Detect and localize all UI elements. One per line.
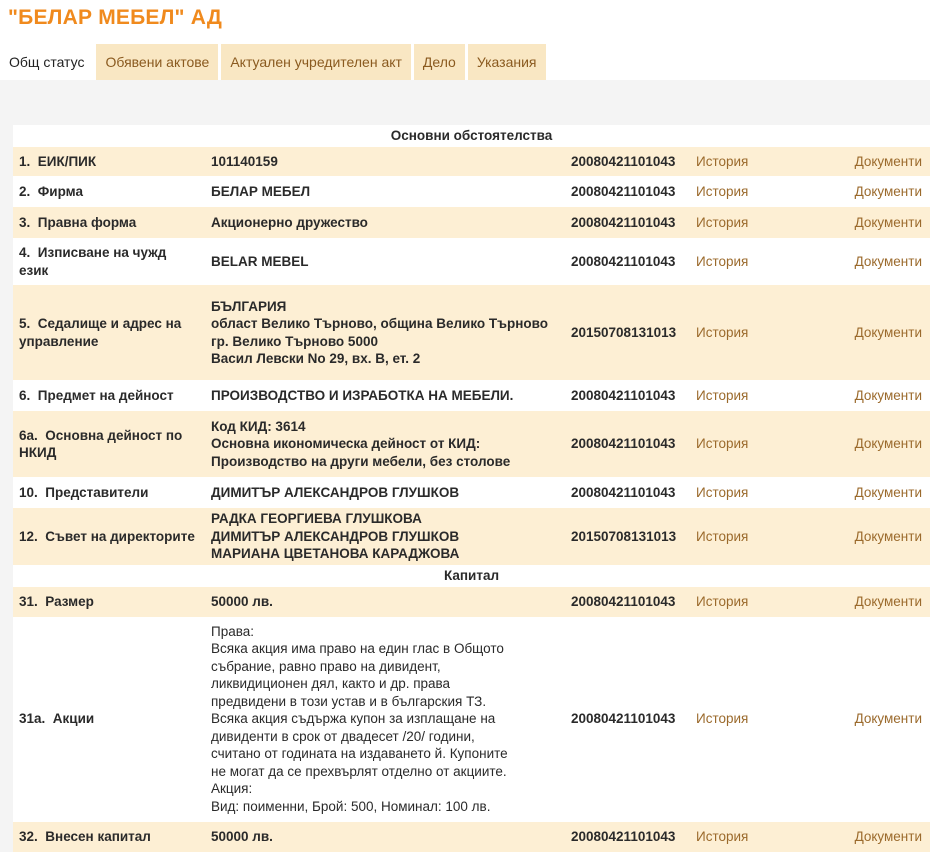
documents-cell bbox=[800, 238, 930, 285]
section-header-main bbox=[13, 125, 930, 147]
entry-timestamp: 20080421101043 bbox=[565, 147, 690, 176]
value-line: Код КИД: 3614 bbox=[211, 418, 306, 434]
value-line: БЪЛГАРИЯ bbox=[211, 298, 287, 314]
row-label bbox=[13, 238, 205, 285]
table-row bbox=[13, 508, 930, 565]
history-cell bbox=[690, 477, 800, 508]
value-line: БЕЛАР МЕБЕЛ bbox=[211, 183, 311, 199]
value-line: Всяка акция съдържа купон за изплащане на bbox=[211, 711, 496, 727]
value-line: МАРИАНА ЦВЕТАНОВА КАРАДЖОВА bbox=[211, 546, 460, 561]
entry-timestamp: 20150708131013 bbox=[565, 285, 690, 380]
row-label bbox=[13, 207, 205, 238]
row-label bbox=[13, 147, 205, 176]
history-cell bbox=[690, 380, 800, 411]
row-number: 1. bbox=[19, 153, 31, 169]
documents-link[interactable]: Документи bbox=[854, 387, 922, 403]
documents-cell bbox=[800, 411, 930, 477]
documents-cell bbox=[800, 207, 930, 238]
value-line: дивиденти в срок от двадесет /20/ години, bbox=[211, 728, 475, 744]
row-label-text: Внесен капитал bbox=[45, 828, 151, 844]
company-title: "БЕЛАР МЕБЕЛ" АД bbox=[8, 6, 223, 29]
row-value bbox=[205, 411, 565, 477]
table-row bbox=[13, 207, 930, 238]
row-label bbox=[13, 176, 205, 207]
row-value bbox=[205, 822, 565, 852]
documents-link[interactable]: Документи bbox=[854, 484, 922, 500]
row-label bbox=[13, 617, 205, 822]
history-link[interactable]: История bbox=[696, 153, 749, 169]
value-line: считано от годината на издаването й. Купоните bbox=[211, 746, 508, 762]
row-label bbox=[13, 411, 205, 477]
history-link[interactable]: История bbox=[696, 593, 749, 609]
documents-link[interactable]: Документи bbox=[854, 436, 922, 452]
history-link[interactable]: История bbox=[696, 387, 749, 403]
history-cell bbox=[690, 285, 800, 380]
table-row bbox=[13, 147, 930, 176]
row-value bbox=[205, 617, 565, 822]
row-label-text: Предмет на дейност bbox=[37, 387, 174, 403]
documents-link[interactable]: Документи bbox=[854, 324, 922, 340]
documents-link[interactable]: Документи bbox=[854, 828, 922, 844]
entry-timestamp: 20080421101043 bbox=[565, 617, 690, 822]
row-label-text: Съвет на директорите bbox=[45, 528, 195, 544]
value-line: ДИМИТЪР АЛЕКСАНДРОВ ГЛУШКОВ bbox=[211, 484, 460, 500]
table-row bbox=[13, 411, 930, 477]
row-label bbox=[13, 285, 205, 380]
table-row bbox=[13, 617, 930, 822]
documents-cell bbox=[800, 380, 930, 411]
value-line: 50000 лв. bbox=[211, 828, 273, 844]
documents-cell bbox=[800, 508, 930, 565]
row-label bbox=[13, 508, 205, 565]
row-label-text: Размер bbox=[45, 593, 94, 609]
documents-cell bbox=[800, 477, 930, 508]
entry-timestamp: 20080421101043 bbox=[565, 822, 690, 852]
documents-cell bbox=[800, 587, 930, 617]
row-value bbox=[205, 285, 565, 380]
entry-timestamp: 20080421101043 bbox=[565, 411, 690, 477]
row-label-text: ЕИК/ПИК bbox=[37, 153, 97, 169]
documents-link[interactable]: Документи bbox=[854, 183, 922, 199]
entry-timestamp: 20080421101043 bbox=[565, 380, 690, 411]
row-value bbox=[205, 147, 565, 176]
row-label bbox=[13, 822, 205, 852]
row-value bbox=[205, 176, 565, 207]
row-label-text: Правна форма bbox=[37, 214, 137, 230]
row-number: 31а. bbox=[19, 711, 46, 727]
entry-timestamp: 20080421101043 bbox=[565, 587, 690, 617]
table-row bbox=[13, 380, 930, 411]
history-link[interactable]: История bbox=[696, 183, 749, 199]
value-line: Акция: bbox=[211, 781, 253, 797]
row-number: 3. bbox=[19, 214, 31, 230]
tab-announced-acts[interactable]: Обявени актове bbox=[96, 44, 218, 80]
value-line: ДИМИТЪР АЛЕКСАНДРОВ ГЛУШКОВ bbox=[211, 528, 460, 544]
content-panel bbox=[0, 80, 930, 852]
documents-cell bbox=[800, 822, 930, 852]
value-line: 50000 лв. bbox=[211, 593, 273, 609]
value-line: не могат да се прехвърлят отделно от акциите. bbox=[211, 763, 507, 779]
value-line: Вид: поименни, Брой: 500, Номинал: 100 лв. bbox=[211, 798, 491, 814]
entry-timestamp: 20080421101043 bbox=[565, 207, 690, 238]
value-line: Производство на други мебели, без столове bbox=[211, 453, 511, 469]
value-line: ПРОИЗВОДСТВО И ИЗРАБОТКА НА МЕБЕЛИ. bbox=[211, 387, 514, 403]
row-number: 6. bbox=[19, 387, 31, 403]
entry-timestamp: 20150708131013 bbox=[565, 508, 690, 565]
value-line: предвидени в този устав и в българския ТЗ. bbox=[211, 693, 487, 709]
row-value bbox=[205, 587, 565, 617]
history-cell bbox=[690, 617, 800, 822]
value-line: Всяка акция има право на един глас в Общото bbox=[211, 641, 504, 657]
history-cell bbox=[690, 587, 800, 617]
documents-link[interactable]: Документи bbox=[854, 711, 922, 727]
table-row bbox=[13, 285, 930, 380]
row-value bbox=[205, 508, 565, 565]
row-value bbox=[205, 207, 565, 238]
value-line: област Велико Търново, община Велико Търново bbox=[211, 316, 549, 331]
value-line: BELAR MEBEL bbox=[211, 253, 309, 269]
history-link[interactable]: История bbox=[696, 484, 749, 500]
entry-timestamp: 20080421101043 bbox=[565, 238, 690, 285]
history-cell bbox=[690, 238, 800, 285]
row-label-text: Основна дейност по НКИД bbox=[19, 427, 183, 460]
table-row bbox=[13, 238, 930, 285]
row-value bbox=[205, 238, 565, 285]
history-cell bbox=[690, 207, 800, 238]
row-label-text: Изписване на чужд език bbox=[19, 245, 167, 278]
row-label-text: Фирма bbox=[37, 183, 83, 199]
row-label bbox=[13, 587, 205, 617]
row-label-text: Представители bbox=[45, 484, 149, 500]
history-cell bbox=[690, 822, 800, 852]
table-row bbox=[13, 822, 930, 852]
history-link[interactable]: История bbox=[696, 436, 749, 452]
entry-timestamp: 20080421101043 bbox=[565, 176, 690, 207]
tab-general-status[interactable]: Общ статус bbox=[0, 44, 93, 80]
history-cell bbox=[690, 176, 800, 207]
documents-cell bbox=[800, 147, 930, 176]
value-line: Васил Левски No 29, вх. В, ет. 2 bbox=[211, 351, 421, 366]
history-link[interactable]: История bbox=[696, 828, 749, 844]
value-line: Акционерно дружество bbox=[211, 214, 368, 230]
table-row bbox=[13, 176, 930, 207]
row-value bbox=[205, 477, 565, 508]
tab-bar bbox=[0, 44, 549, 80]
value-line: гр. Велико Търново 5000 bbox=[211, 333, 378, 349]
tab-instructions[interactable]: Указания bbox=[468, 44, 546, 80]
documents-cell bbox=[800, 617, 930, 822]
row-number: 6а. bbox=[19, 427, 38, 443]
value-line: Права: bbox=[211, 623, 254, 639]
documents-link[interactable]: Документи bbox=[854, 153, 922, 169]
row-label-text: Акции bbox=[52, 711, 95, 727]
value-line: събрание, равно право на дивидент, bbox=[211, 658, 441, 674]
documents-link[interactable]: Документи bbox=[854, 214, 922, 230]
value-line: РАДКА ГЕОРГИЕВА ГЛУШКОВА bbox=[211, 511, 422, 526]
tab-current-founding-act[interactable]: Актуален учредителен акт bbox=[221, 44, 411, 80]
row-number: 10. bbox=[19, 484, 38, 500]
history-link[interactable]: История bbox=[696, 214, 749, 230]
documents-cell bbox=[800, 285, 930, 380]
documents-cell bbox=[800, 176, 930, 207]
history-link[interactable]: История bbox=[696, 324, 749, 340]
row-label bbox=[13, 380, 205, 411]
row-value bbox=[205, 380, 565, 411]
history-link[interactable]: История bbox=[696, 253, 749, 269]
documents-link[interactable]: Документи bbox=[854, 528, 922, 544]
row-number: 32. bbox=[19, 828, 38, 844]
history-cell bbox=[690, 411, 800, 477]
row-label bbox=[13, 477, 205, 508]
row-label-text: Седалище и адрес на управление bbox=[19, 316, 182, 349]
value-line: 101140159 bbox=[211, 153, 278, 169]
row-number: 31. bbox=[19, 593, 38, 609]
section-header-capital bbox=[13, 565, 930, 587]
section-title: Основни обстоятелства bbox=[13, 125, 930, 147]
value-line: ликвидиционен дял, както и др. права bbox=[211, 676, 451, 692]
history-cell bbox=[690, 147, 800, 176]
history-cell bbox=[690, 508, 800, 565]
circumstances-table bbox=[13, 125, 930, 852]
row-number: 2. bbox=[19, 183, 31, 199]
table-row bbox=[13, 587, 930, 617]
documents-link[interactable]: Документи bbox=[854, 253, 922, 269]
history-link[interactable]: История bbox=[696, 711, 749, 727]
row-number: 4. bbox=[19, 245, 31, 260]
tab-case[interactable]: Дело bbox=[414, 44, 465, 80]
row-number: 5. bbox=[19, 316, 31, 331]
section-title: Капитал bbox=[13, 565, 930, 587]
documents-link[interactable]: Документи bbox=[854, 593, 922, 609]
value-line: Основна икономическа дейност от КИД: bbox=[211, 436, 481, 452]
row-number: 12. bbox=[19, 528, 38, 544]
history-link[interactable]: История bbox=[696, 528, 749, 544]
table-row bbox=[13, 477, 930, 508]
entry-timestamp: 20080421101043 bbox=[565, 477, 690, 508]
